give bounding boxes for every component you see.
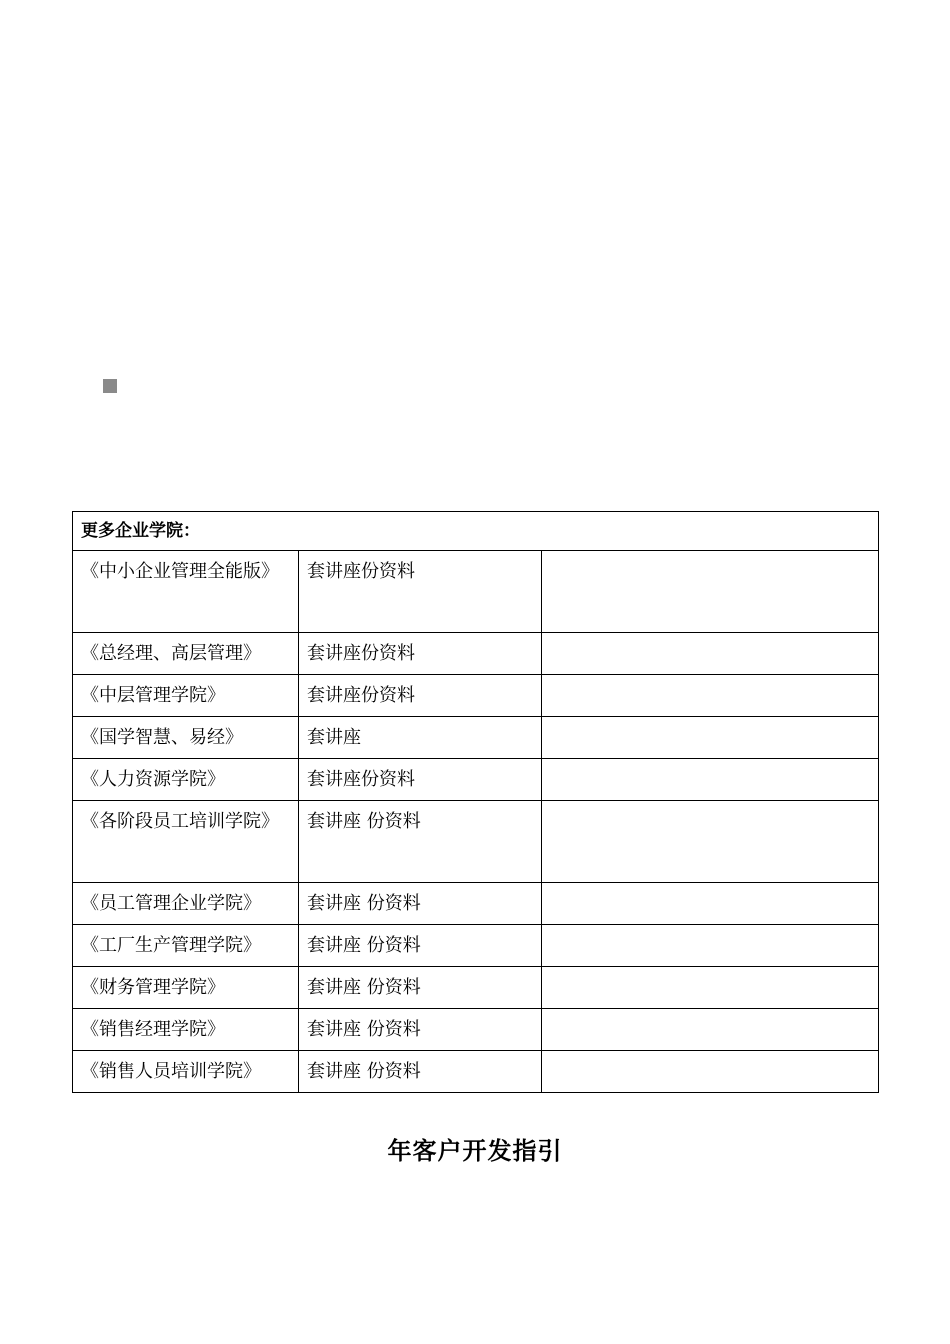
course-content: 套讲座 份资料 <box>299 1051 542 1093</box>
square-bullet-icon <box>103 379 117 393</box>
course-extra <box>542 633 879 675</box>
course-name: 《国学智慧、易经》 <box>73 717 299 759</box>
table-row <box>73 801 879 883</box>
course-content: 套讲座 份资料 <box>299 925 542 967</box>
course-name: 《员工管理企业学院》 <box>73 883 299 925</box>
course-name: 《人力资源学院》 <box>73 759 299 801</box>
course-name: 《各阶段员工培训学院》 <box>73 801 299 883</box>
course-content: 套讲座 份资料 <box>299 883 542 925</box>
course-content: 套讲座 份资料 <box>299 967 542 1009</box>
course-extra <box>542 801 879 883</box>
course-content: 套讲座份资料 <box>299 759 542 801</box>
table-header: 更多企业学院： <box>73 512 879 551</box>
table-row <box>73 883 879 925</box>
course-extra <box>542 925 879 967</box>
table-row <box>73 759 879 801</box>
table-row <box>73 551 879 633</box>
course-extra <box>542 717 879 759</box>
course-extra <box>542 759 879 801</box>
course-extra <box>542 1009 879 1051</box>
course-extra <box>542 551 879 633</box>
course-content: 套讲座 <box>299 717 542 759</box>
table-row <box>73 1051 879 1093</box>
course-content: 套讲座份资料 <box>299 633 542 675</box>
course-content: 套讲座 份资料 <box>299 801 542 883</box>
academy-table <box>72 511 879 1093</box>
course-name: 《财务管理学院》 <box>73 967 299 1009</box>
course-name: 《销售经理学院》 <box>73 1009 299 1051</box>
table-row <box>73 633 879 675</box>
table-row <box>73 925 879 967</box>
course-name: 《工厂生产管理学院》 <box>73 925 299 967</box>
course-content: 套讲座 份资料 <box>299 1009 542 1051</box>
course-name: 《中小企业管理全能版》 <box>73 551 299 633</box>
course-content: 套讲座份资料 <box>299 551 542 633</box>
table-row <box>73 1009 879 1051</box>
table-row <box>73 967 879 1009</box>
table-row <box>73 675 879 717</box>
course-name: 《销售人员培训学院》 <box>73 1051 299 1093</box>
course-name: 《中层管理学院》 <box>73 675 299 717</box>
course-extra <box>542 967 879 1009</box>
document-title: 年客户开发指引 <box>387 1137 563 1165</box>
table-row <box>73 717 879 759</box>
course-content: 套讲座份资料 <box>299 675 542 717</box>
course-extra <box>542 675 879 717</box>
course-extra <box>542 883 879 925</box>
course-name: 《总经理、高层管理》 <box>73 633 299 675</box>
course-extra <box>542 1051 879 1093</box>
